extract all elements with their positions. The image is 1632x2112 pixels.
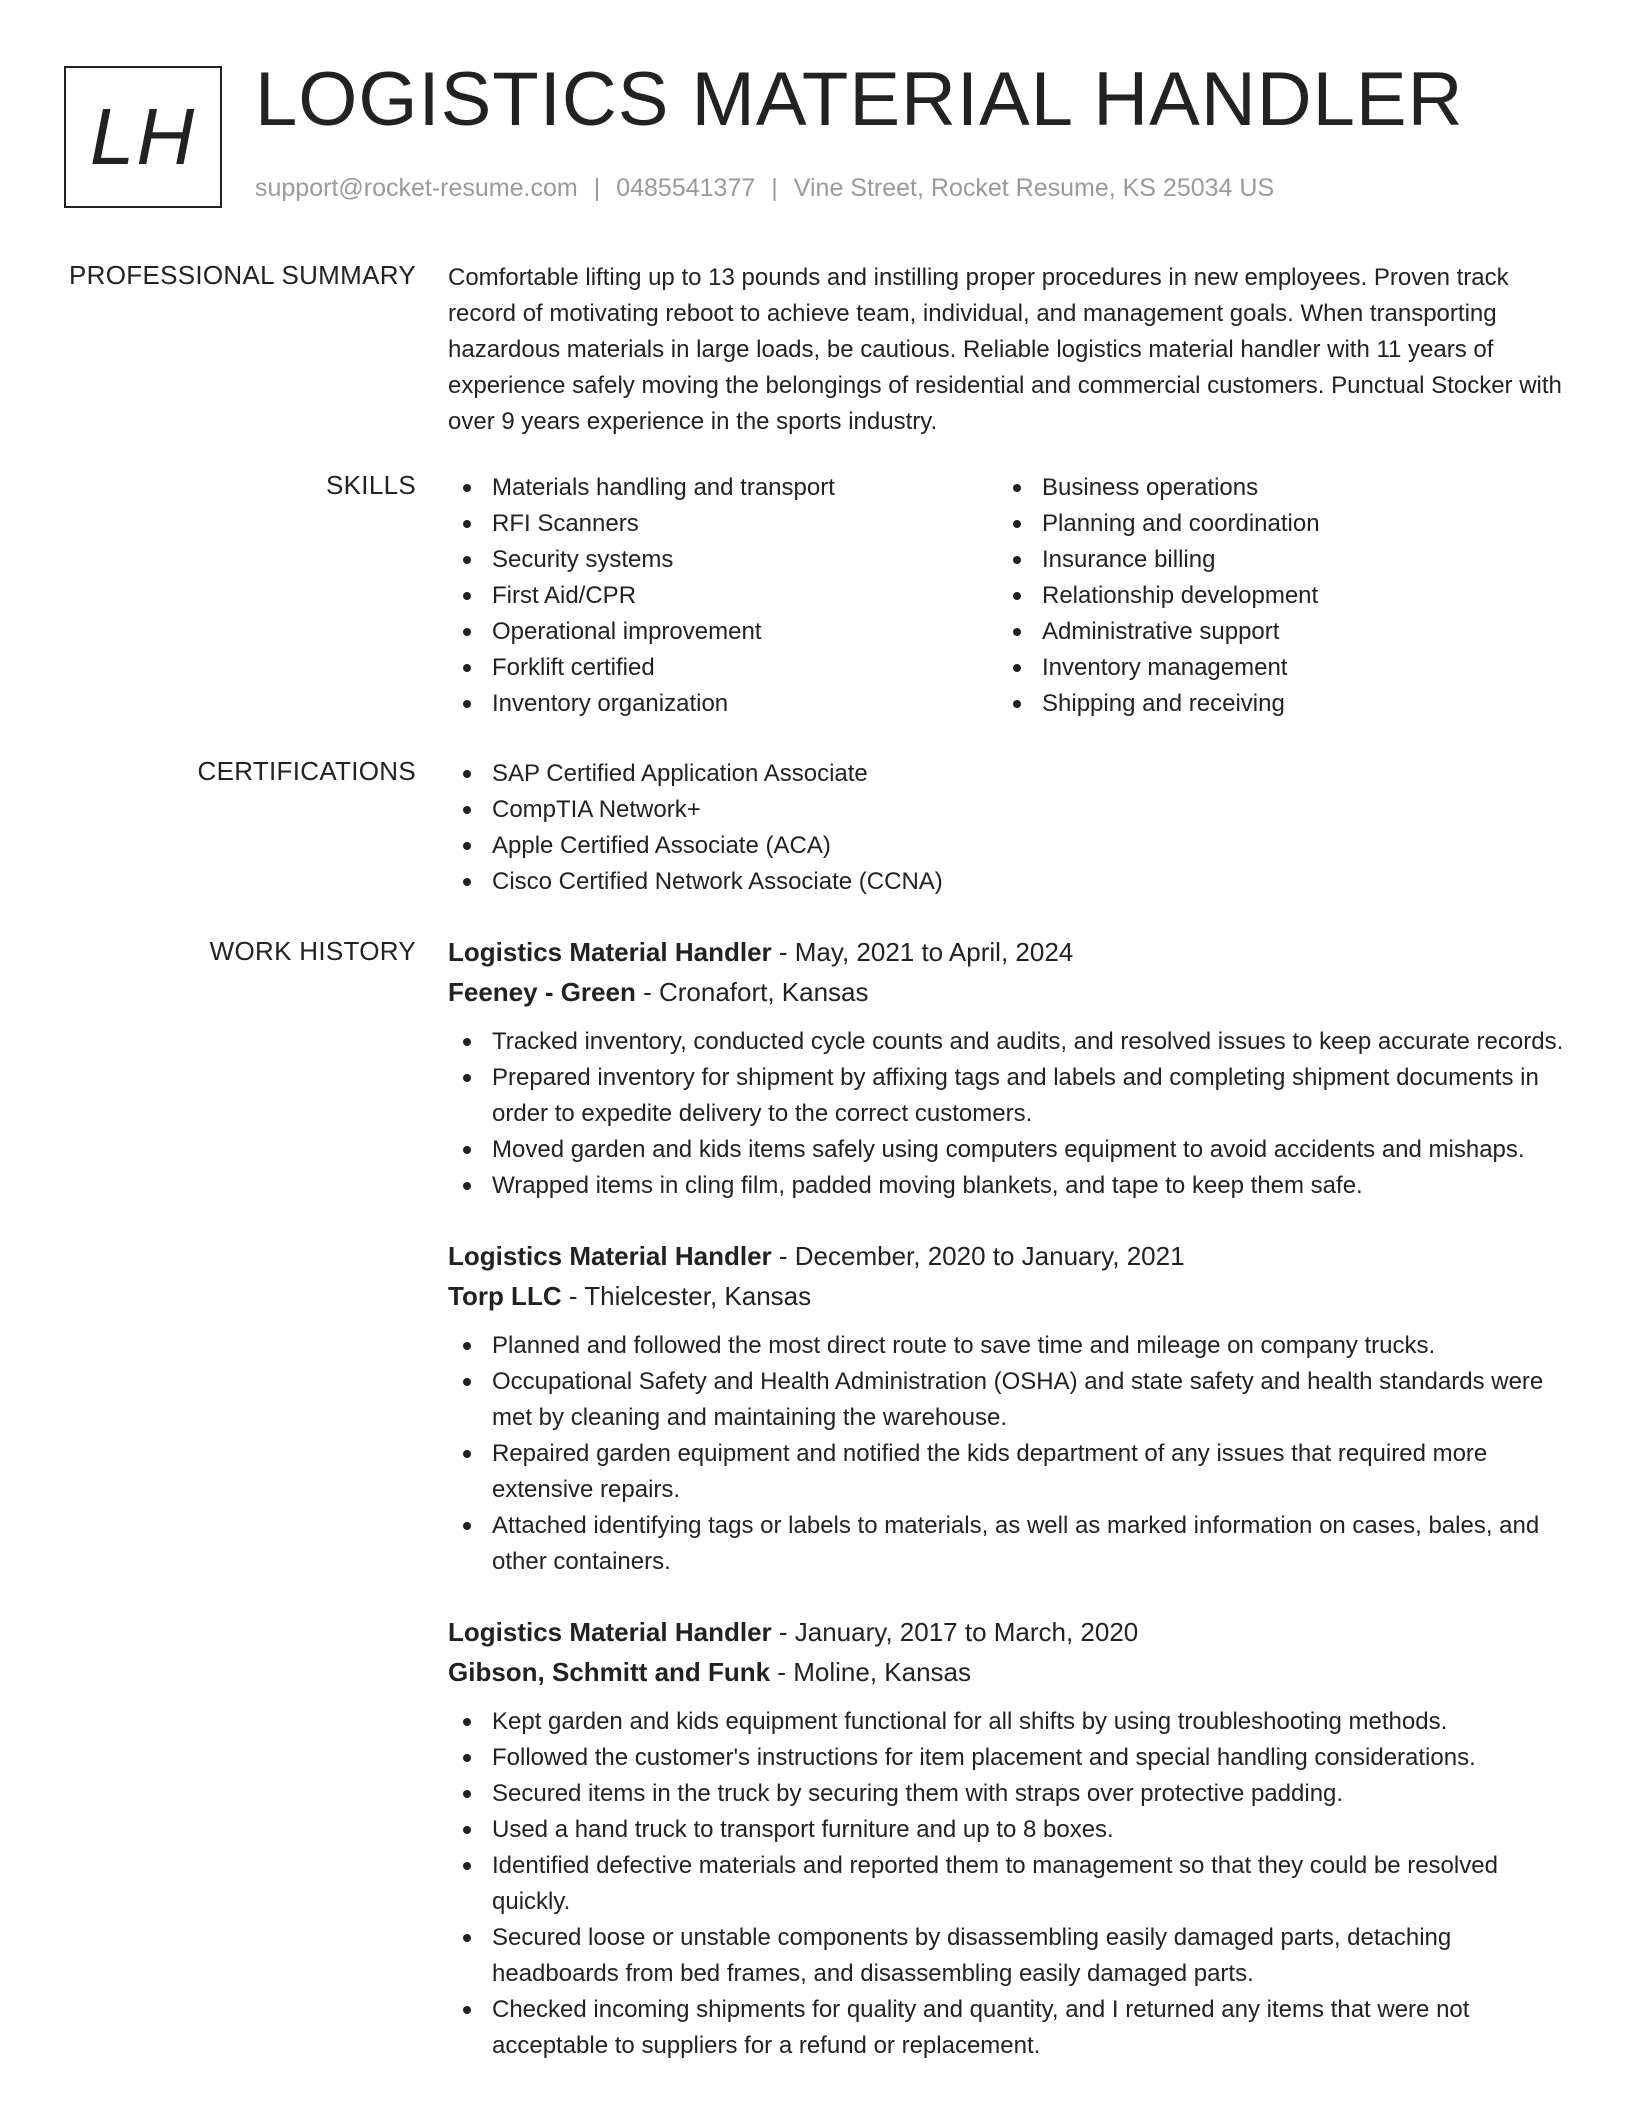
- job-entry: [448, 1612, 1568, 2064]
- skills-content: [448, 470, 1568, 722]
- skill-item: First Aid/CPR: [448, 578, 998, 614]
- skill-item: Shipping and receiving: [998, 686, 1548, 722]
- work-label: WORK HISTORY: [209, 936, 416, 966]
- certifications-label: CERTIFICATIONS: [197, 756, 416, 786]
- job-title: Logistics Material Handler: [448, 937, 772, 967]
- job-bullet: Repaired garden equipment and notified the kids department of any issues that required more extensive repairs.: [448, 1436, 1568, 1508]
- skill-item: Inventory management: [998, 650, 1548, 686]
- job-company-line: [448, 972, 1568, 1012]
- job-dates: - December, 2020 to January, 2021: [771, 1241, 1185, 1271]
- job-bullet: Attached identifying tags or labels to materials, as well as marked information on cases, bales, and other containers.: [448, 1508, 1568, 1580]
- skill-item: Business operations: [998, 470, 1548, 506]
- job-company: Torp LLC: [448, 1281, 562, 1311]
- skill-item: Inventory organization: [448, 686, 998, 722]
- job-bullets: [448, 1024, 1568, 1204]
- job-location: - Cronafort, Kansas: [635, 977, 869, 1007]
- job-title: Logistics Material Handler: [448, 1617, 772, 1647]
- job-bullets: [448, 1704, 1568, 2064]
- job-company-line: [448, 1652, 1568, 1692]
- resume-name: LOGISTICS MATERIAL HANDLER: [255, 57, 1464, 142]
- job-bullet: Secured items in the truck by securing them with straps over protective padding.: [448, 1776, 1568, 1812]
- skills-label: SKILLS: [326, 470, 416, 500]
- certification-item: SAP Certified Application Associate: [448, 756, 1568, 792]
- summary-label: PROFESSIONAL SUMMARY: [69, 260, 416, 290]
- certification-item: Apple Certified Associate (ACA): [448, 828, 1568, 864]
- work-content: [448, 932, 1568, 2064]
- skills-left-list: [448, 470, 998, 722]
- job-bullet: Followed the customer's instructions for item placement and special handling considerations.: [448, 1740, 1568, 1776]
- contact-separator: |: [593, 174, 601, 202]
- job-company-line: [448, 1276, 1568, 1316]
- job-dates: - January, 2017 to March, 2020: [771, 1617, 1139, 1647]
- skill-item: Administrative support: [998, 614, 1548, 650]
- contact-line: [255, 174, 1274, 203]
- job-company: Gibson, Schmitt and Funk: [448, 1657, 771, 1687]
- job-bullet: Occupational Safety and Health Administration (OSHA) and state safety and health standards were met by cleaning and maintaining the warehouse.: [448, 1364, 1568, 1436]
- contact-separator: |: [771, 174, 778, 202]
- skill-item: Security systems: [448, 542, 998, 578]
- monogram-initials: LH: [89, 92, 197, 181]
- contact-phone: 0485541377: [616, 174, 756, 202]
- skill-item: Materials handling and transport: [448, 470, 998, 506]
- job-dates: - May, 2021 to April, 2024: [771, 937, 1074, 967]
- certification-item: Cisco Certified Network Associate (CCNA): [448, 864, 1568, 900]
- job-title: Logistics Material Handler: [448, 1241, 772, 1271]
- job-bullet: Used a hand truck to transport furniture and up to 8 boxes.: [448, 1812, 1568, 1848]
- skill-item: Operational improvement: [448, 614, 998, 650]
- job-bullet: Prepared inventory for shipment by affixing tags and labels and completing shipment documents in order to expedite delivery to the correct customers.: [448, 1060, 1568, 1132]
- job-bullet: Planned and followed the most direct route to save time and mileage on company trucks.: [448, 1328, 1568, 1364]
- job-bullet: Secured loose or unstable components by disassembling easily damaged parts, detaching headboards from bed frames, and disassembling easily damaged parts.: [448, 1920, 1568, 1992]
- job-bullet: Kept garden and kids equipment functional for all shifts by using troubleshooting methods.: [448, 1704, 1568, 1740]
- job-title-line: [448, 932, 1568, 972]
- skill-item: Relationship development: [998, 578, 1548, 614]
- monogram-box: [64, 66, 222, 208]
- certification-item: CompTIA Network+: [448, 792, 1568, 828]
- summary-text: Comfortable lifting up to 13 pounds and instilling proper procedures in new employees. Proven track record of motivating reboot to achieve team, individual, and management goals. When transporting hazardous materials in large loads, be cautious. Reliable logistics material handler with 11 years of experience safely moving the belongings of residential and commercial customers. Punctual Stocker with over 9 years experience in the sports industry.: [448, 264, 1562, 435]
- job-bullet: Checked incoming shipments for quality and quantity, and I returned any items that were not acceptable to suppliers for a refund or replacement.: [448, 1992, 1568, 2064]
- contact-address: Vine Street, Rocket Resume, KS 25034 US: [793, 174, 1275, 202]
- contact-email: support@rocket-resume.com: [255, 174, 578, 202]
- job-title-line: [448, 1236, 1568, 1276]
- job-entry: [448, 932, 1568, 1204]
- certifications-content: [448, 756, 1568, 900]
- job-bullet: Identified defective materials and reported them to management so that they could be resolved quickly.: [448, 1848, 1568, 1920]
- job-bullet: Moved garden and kids items safely using computers equipment to avoid accidents and mishaps.: [448, 1132, 1568, 1168]
- skill-item: RFI Scanners: [448, 506, 998, 542]
- skill-item: Planning and coordination: [998, 506, 1548, 542]
- job-company: Feeney - Green: [448, 977, 636, 1007]
- job-bullet: Wrapped items in cling film, padded moving blankets, and tape to keep them safe.: [448, 1168, 1568, 1204]
- skills-right-list: [998, 470, 1548, 722]
- job-title-line: [448, 1612, 1568, 1652]
- job-location: - Moline, Kansas: [770, 1657, 971, 1687]
- job-entry: [448, 1236, 1568, 1580]
- skill-item: Forklift certified: [448, 650, 998, 686]
- job-bullets: [448, 1328, 1568, 1580]
- job-bullet: Tracked inventory, conducted cycle counts and audits, and resolved issues to keep accurate records.: [448, 1024, 1568, 1060]
- skill-item: Insurance billing: [998, 542, 1548, 578]
- certifications-list: [448, 756, 1568, 900]
- job-location: - Thielcester, Kansas: [561, 1281, 812, 1311]
